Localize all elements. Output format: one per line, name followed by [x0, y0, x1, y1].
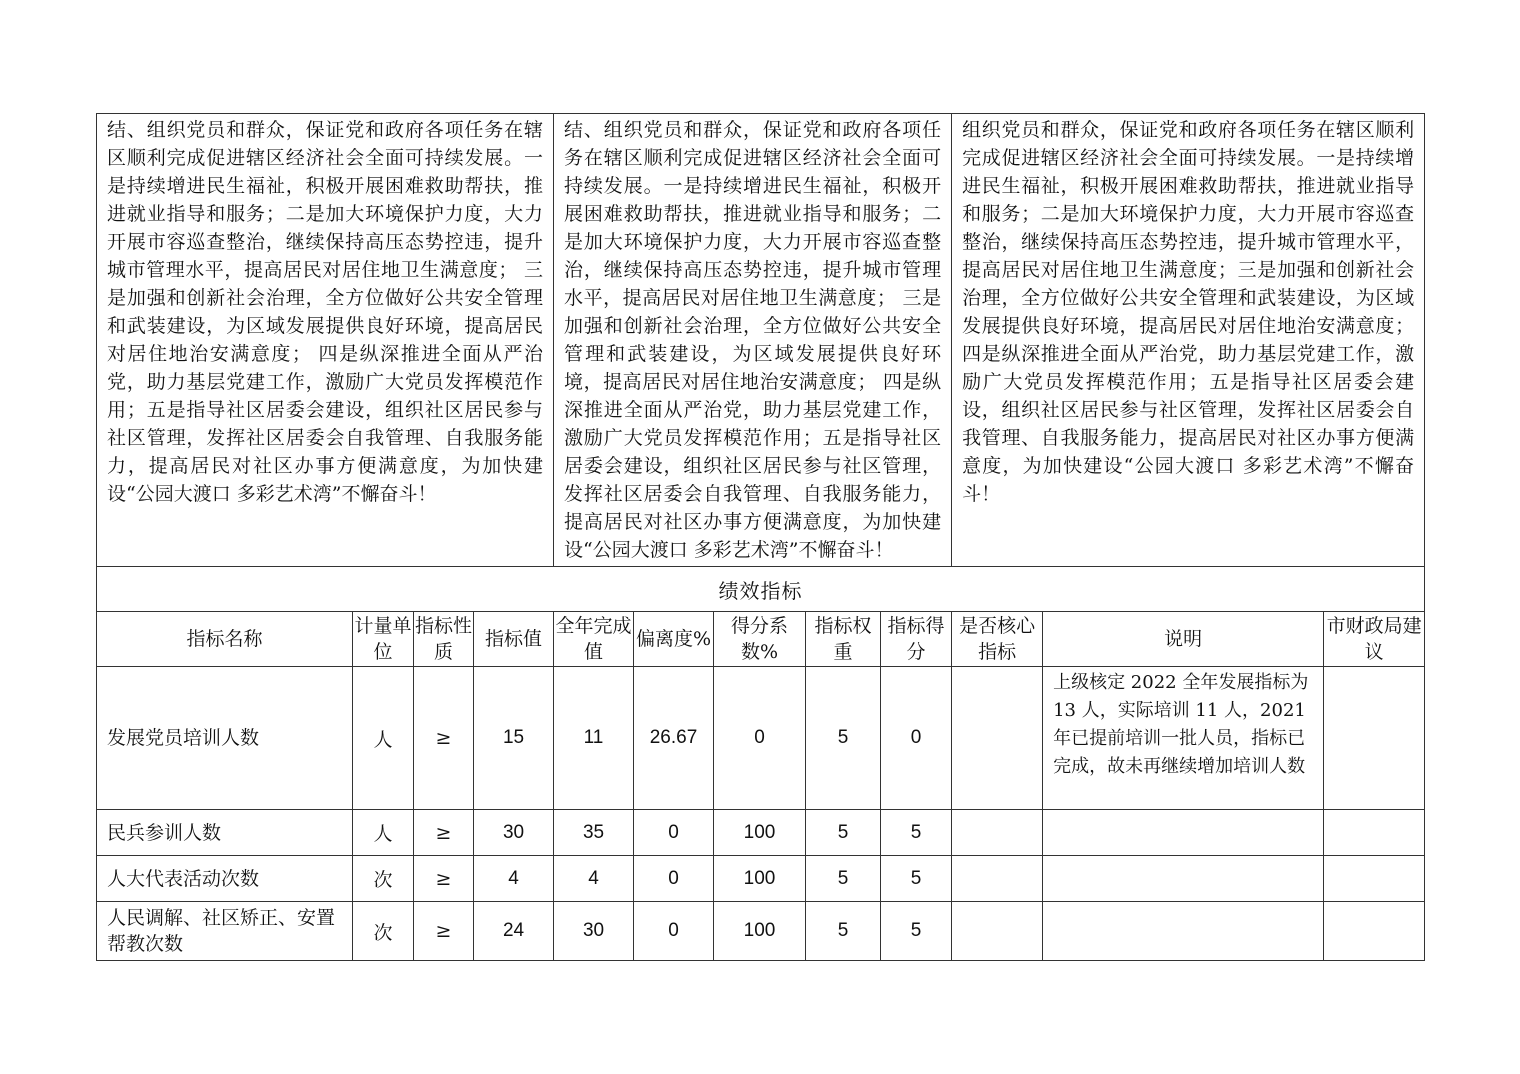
indicator-name: 人民调解、社区矫正、安置帮教次数 [97, 902, 353, 961]
deviation-cell: 0 [634, 810, 714, 856]
actual-cell: 35 [554, 810, 634, 856]
nature-cell: ≥ [414, 856, 474, 902]
table-row [97, 667, 1425, 810]
core-cell [952, 667, 1043, 810]
advice-cell [1324, 810, 1425, 856]
table-row [97, 902, 1425, 961]
advice-cell [1324, 856, 1425, 902]
weight-cell: 5 [806, 902, 881, 961]
unit-cell: 次 [353, 856, 414, 902]
table-row [97, 856, 1425, 902]
nature-cell: ≥ [414, 810, 474, 856]
target-cell: 15 [474, 667, 554, 810]
target-cell: 24 [474, 902, 554, 961]
unit-cell: 人 [353, 810, 414, 856]
description-cell-1: 结、组织党员和群众，保证党和政府各项任务在辖区顺利完成促进辖区经济社会全面可持续发展。一是持续增进民生福祉，积极开展困难救助帮扶，推进就业指导和服务；二是加大环境保护力度，大力开展市容巡查整治，继续保持高压态势控违，提升城市管理水平，提高居民对居住地卫生满意度； 三是加强和创新社会治理，全方位做好公共安全管理和武装建设，为区域发展提供良好环境，提高居民对居住地治安满意度； 四是纵深推进全面从严治党，助力基层党建工作，激励广大党员发挥模范作用；五是指导社区居委会建设，组织社区居民参与社区管理，发挥社区居委会自我管理、自我服务能力，提高居民对社区办事方便满意度，为加快建设“公园大渡口 多彩艺术湾”不懈奋斗！ [97, 114, 554, 567]
score-cell: 5 [881, 810, 952, 856]
weight-cell: 5 [806, 667, 881, 810]
performance-report-sheet [96, 113, 1424, 961]
description-cell-3: 组织党员和群众，保证党和政府各项任务在辖区顺利完成促进辖区经济社会全面可持续发展。一是持续增进民生福祉，积极开展困难救助帮扶，推进就业指导和服务；二是加大环境保护力度，大力开展市容巡查整治，继续保持高压态势控违，提升城市管理水平，提高居民对居住地卫生满意度；三是加强和创新社会治理，全方位做好公共安全管理和武装建设，为区域发展提供良好环境，提高居民对居住地治安满意度；四是纵深推进全面从严治党，助力基层党建工作，激励广大党员发挥模范作用；五是指导社区居委会建设，组织社区居民参与社区管理，发挥社区居委会自我管理、自我服务能力，提高居民对社区办事方便满意度，为加快建设“公园大渡口 多彩艺术湾”不懈奋斗！ [952, 114, 1425, 567]
header-note: 说明 [1043, 612, 1324, 667]
deviation-cell: 0 [634, 902, 714, 961]
core-cell [952, 856, 1043, 902]
header-advice: 市财政局建议 [1324, 612, 1425, 667]
header-core: 是否核心指标 [952, 612, 1043, 667]
unit-cell: 人 [353, 667, 414, 810]
core-cell [952, 902, 1043, 961]
advice-cell [1324, 667, 1425, 810]
header-actual: 全年完成值 [554, 612, 634, 667]
header-unit: 计量单位 [353, 612, 414, 667]
weight-cell: 5 [806, 856, 881, 902]
score-cell: 5 [881, 856, 952, 902]
section-title-row [97, 567, 1425, 612]
deviation-cell: 26.67 [634, 667, 714, 810]
note-cell [1043, 810, 1324, 856]
target-cell: 30 [474, 810, 554, 856]
coef-cell: 100 [714, 902, 806, 961]
actual-cell: 4 [554, 856, 634, 902]
score-cell: 5 [881, 902, 952, 961]
header-row [97, 612, 1425, 667]
header-nature: 指标性质 [414, 612, 474, 667]
score-cell: 0 [881, 667, 952, 810]
note-cell [1043, 902, 1324, 961]
coef-cell: 100 [714, 810, 806, 856]
header-target: 指标值 [474, 612, 554, 667]
performance-table [96, 113, 1425, 961]
weight-cell: 5 [806, 810, 881, 856]
nature-cell: ≥ [414, 902, 474, 961]
advice-cell [1324, 902, 1425, 961]
actual-cell: 11 [554, 667, 634, 810]
header-score: 指标得分 [881, 612, 952, 667]
actual-cell: 30 [554, 902, 634, 961]
table-row [97, 810, 1425, 856]
core-cell [952, 810, 1043, 856]
note-cell [1043, 856, 1324, 902]
header-name: 指标名称 [97, 612, 353, 667]
coef-cell: 100 [714, 856, 806, 902]
description-row [97, 114, 1425, 567]
header-weight: 指标权重 [806, 612, 881, 667]
nature-cell: ≥ [414, 667, 474, 810]
note-cell: 上级核定 2022 全年发展指标为 13 人，实际培训 11 人，2021 年已提前培训一批人员，指标已完成，故未再继续增加培训人数 [1043, 667, 1324, 810]
target-cell: 4 [474, 856, 554, 902]
description-cell-2: 结、组织党员和群众，保证党和政府各项任务在辖区顺利完成促进辖区经济社会全面可持续发展。一是持续增进民生福祉，积极开展困难救助帮扶，推进就业指导和服务；二是加大环境保护力度，大力开展市容巡查整治，继续保持高压态势控违，提升城市管理水平，提高居民对居住地卫生满意度； 三是加强和创新社会治理，全方位做好公共安全管理和武装建设，为区域发展提供良好环境，提高居民对居住地治安满意度； 四是纵深推进全面从严治党，助力基层党建工作，激励广大党员发挥模范作用；五是指导社区居委会建设，组织社区居民参与社区管理，发挥社区居委会自我管理、自我服务能力，提高居民对社区办事方便满意度，为加快建设“公园大渡口 多彩艺术湾”不懈奋斗！ [554, 114, 952, 567]
unit-cell: 次 [353, 902, 414, 961]
header-coef: 得分系数% [714, 612, 806, 667]
header-deviation: 偏离度% [634, 612, 714, 667]
indicator-name: 发展党员培训人数 [97, 667, 353, 810]
coef-cell: 0 [714, 667, 806, 810]
indicator-name: 民兵参训人数 [97, 810, 353, 856]
section-title: 绩效指标 [97, 567, 1425, 612]
deviation-cell: 0 [634, 856, 714, 902]
indicator-name: 人大代表活动次数 [97, 856, 353, 902]
